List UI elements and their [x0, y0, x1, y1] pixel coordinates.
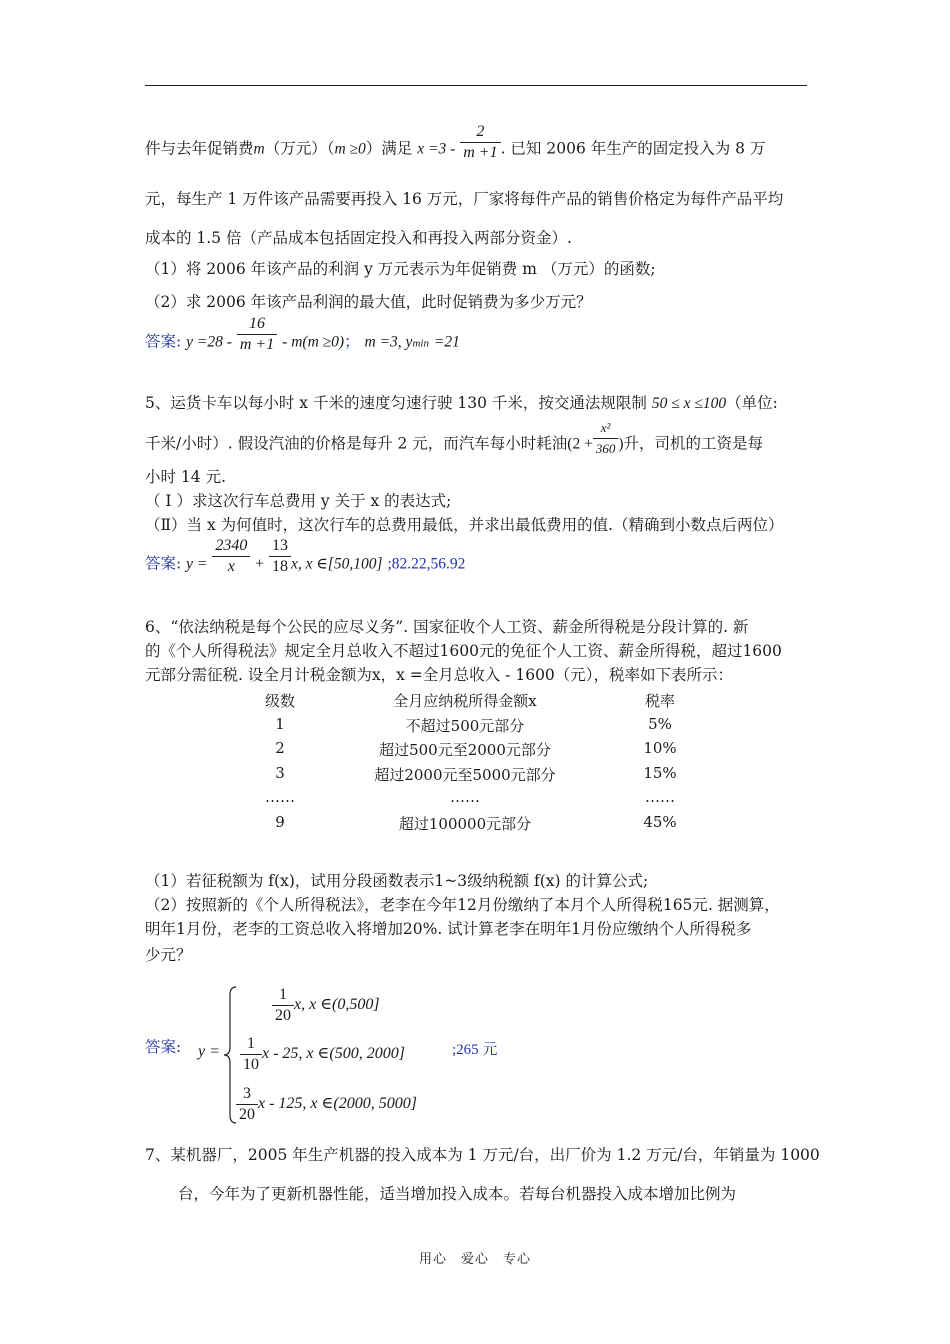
tax-rate-table [230, 690, 710, 838]
p6-answer-label: 答案: [145, 1038, 182, 1056]
table-row: 3 超过2000元至5000元部分 15% [275, 763, 677, 784]
table-row: 9 超过100000元部分 45% [275, 812, 677, 833]
piece-3: $\frac{3}{20}$ x - 125, x ∈(2000, 5000] [236, 1084, 417, 1125]
table-row: 1 不超过500元部分 5% [275, 714, 672, 735]
p5-fuel-fraction: $\frac{\text{x²}}{360}$ [593, 418, 619, 459]
p6-answer-result: ;265 元 [452, 1042, 498, 1058]
p5-line3: 小时 14 元. [145, 468, 227, 486]
p6-question2-line2: 明年1月份，老李的工资总收入将增加20%. 试计算老李在明年1月份应缴纳个人所得税多 [145, 920, 752, 938]
p6-line2: 的《个人所得税法》规定全月总收入不超过1600元的免征个人工资、薪金所得税，超过1600 [145, 642, 782, 660]
p7-line1: 7、某机器厂，2005 年生产机器的投入成本为 1 万元/台，出厂价为 1.2 万元/台，年销量为 1000 [145, 1146, 820, 1164]
p4-answer-fraction: $\frac{16}{m +1}$ [237, 314, 277, 355]
p4-fraction: $\frac{2}{m +1}$ [460, 122, 500, 163]
p6-question2-line3: 少元？ [145, 946, 192, 964]
page-footer: 用心 爱心 专心 [418, 1252, 531, 1267]
p5-answer: 答案: y = $\frac{2340}{x}$ + $\frac{13}{18}$ x, x ∈[50,100] ;82.22,56.92 [145, 537, 466, 575]
p5-question2: （Ⅱ）当 x 为何值时，这次行车的总费用最低，并求出最低费用的值.（精确到小数点后两位） [145, 516, 784, 534]
p5-answer-fraction1: $\frac{2340}{x}$ [212, 536, 250, 577]
p6-question2-line1: （2）按照新的《个人所得税法》，老李在今年12月份缴纳了本月个人所得税165元. 据测算， [145, 896, 780, 914]
header-rule [145, 85, 807, 86]
p5-answer-fraction2: $\frac{13}{18}$ [269, 536, 291, 577]
piece-2: $\frac{1}{10}$ x - 25, x ∈(500, 2000] [240, 1034, 405, 1075]
p5-question1: （ Ⅰ ）求这次行车总费用 y 关于 x 的表达式; [145, 492, 452, 510]
table-row: 2 超过500元至2000元部分 10% [275, 739, 677, 760]
p5-line1: 5、运货卡车以每小时 x 千米的速度匀速行驶 130 千米，按交通法规限制 50 ≤ x ≤100（单位: [145, 394, 778, 412]
p4-answer: 答案: y =28 - $\frac{16}{m +1}$ - m(m ≥0)； m =3, ymin =21 [145, 315, 460, 353]
p6-line1: 6、“依法纳税是每个公民的应尽义务”. 国家征收个人工资、薪金所得税是分段计算的. 新 [145, 618, 749, 636]
p6-answer-y: y = [198, 1043, 220, 1060]
p4-line1: 件与去年促销费m（万元）（m ≥0）满足 x =3 - $\frac{2}{m +1}$ . 已知 2006 年生产的固定投入为 8 万 [145, 123, 766, 161]
p6-question1: （1）若征税额为 f(x)，试用分段函数表示1~3级纳税额 f(x) 的计算公式; [145, 872, 649, 890]
p4-question2: （2）求 2006 年该产品利润的最大值，此时促销费为多少万元？ [145, 293, 592, 311]
p5-line2: 千米/小时）. 假设汽油的价格是每升 2 元，而汽车每小时耗油(2 + $\frac{\text{x²}}{360}$ )升，司机的工资是每 [145, 430, 810, 459]
table-header-row: 级数 全月应纳税所得金额x 税率 [264, 692, 675, 710]
piece-1: $\frac{1}{20}$ x, x ∈(0,500] [272, 985, 380, 1026]
table-row: …… …… …… [265, 788, 675, 807]
p7-line2: 台，今年为了更新机器性能，适当增加投入成本。若每台机器投入成本增加比例为 [178, 1185, 737, 1203]
p6-line3: 元部分需征税. 设全月计税金额为x，x =全月总收入 - 1600（元），税率如下表所示： [145, 666, 734, 684]
p4-question1: （1）将 2006 年该产品的利润 y 万元表示为年促销费 m （万元）的函数; [145, 260, 656, 278]
p4-line3: 成本的 1.5 倍（产品成本包括固定投入和再投入两部分资金）. [145, 229, 572, 247]
p4-line2: 元，每生产 1 万件该产品需要再投入 16 万元，厂家将每件产品的销售价格定为每件产品平均 [145, 190, 784, 208]
